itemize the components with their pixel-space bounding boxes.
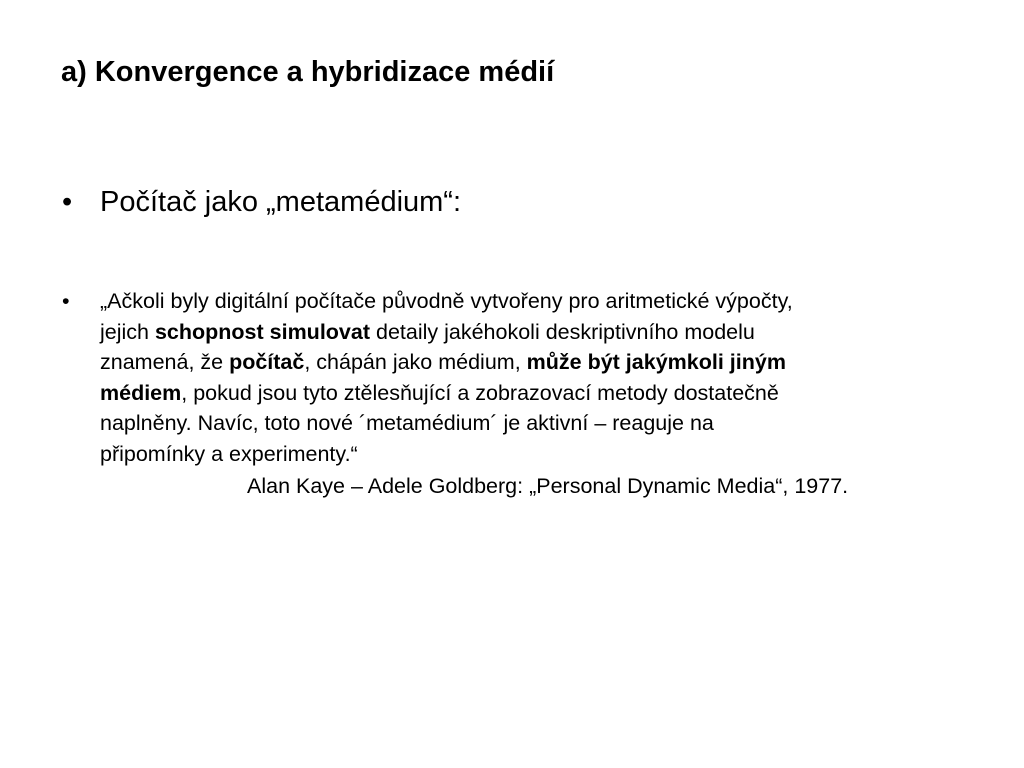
quote-text: připomínky a experimenty.“ [100,441,358,466]
bullet-text: Počítač jako „metamédium“: [100,186,462,218]
quote-text: , pokud jsou tyto ztělesňující a zobrazovací metody dostatečně [181,380,779,405]
quote-line [100,317,940,348]
bullet-icon: • [62,289,70,313]
quote-text: detaily jakéhokoli deskriptivního modelu [370,319,755,344]
quote-emphasis: médiem [100,380,182,405]
quote-text: „Ačkoli byly digitální počítače původně vytvořeny pro aritmetické výpočty, [100,289,793,313]
quote-line [100,408,940,439]
quote-block [100,286,940,469]
quote-text: naplněny. Navíc, toto nové ´metamédium´ je aktivní – reaguje na [100,411,714,435]
bullet-icon: • [62,186,73,218]
quote-emphasis: počítač [229,350,305,374]
bullet-item-quote [62,286,940,469]
quote-citation: Alan Kaye – Adele Goldberg: „Personal Dynamic Media“, 1977. [247,474,849,498]
quote-emphasis: může být jakýmkoli jiným [526,350,786,374]
slide-title: a) Konvergence a hybridizace médií [61,56,555,88]
quote-text: , chápán jako médium, [304,350,527,374]
quote-line [100,286,940,317]
quote-text: znamená, že [100,350,230,374]
quote-line [100,347,940,378]
quote-text: jejich [100,319,155,344]
quote-line [100,378,940,409]
quote-emphasis: schopnost simulovat [154,319,371,344]
bullet-item-metamedium [62,186,461,219]
quote-line [100,439,940,470]
